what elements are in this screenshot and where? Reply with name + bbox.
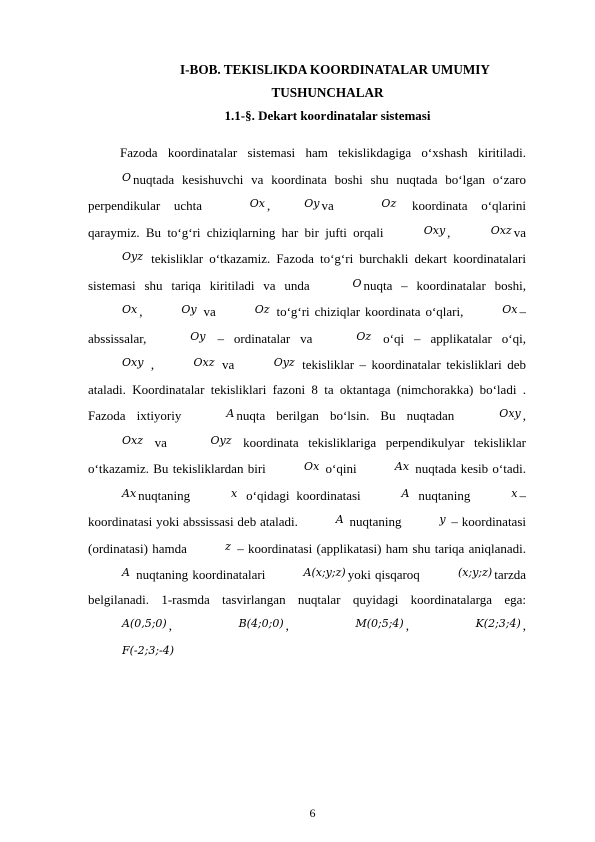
text-run: koordinata o‘qlarini qaraymiz. Bu to‘g‘ri chiziqlarning har bir jufti orqali — [88, 198, 526, 240]
math-expression: Oyz — [122, 250, 144, 263]
math-expression: Oxy — [499, 407, 521, 420]
text-run: va — [198, 304, 221, 319]
text-run: tekisliklar – koordinatalar tekisliklari deb ataladi. Koordinatalar tekisliklari fazoni 8 ta oktantaga (nimchorakka) bo‘ladi . Fazoda ixtiyoriy — [88, 357, 526, 423]
math-expression: O — [122, 170, 132, 184]
text-run: o‘qidagi koordinatasi — [239, 487, 368, 503]
text-run: , — [139, 304, 148, 319]
text-run: yoki qisqaroq — [347, 567, 425, 582]
text-run: nuqtada kesib o‘tadi. — [411, 461, 526, 476]
math-expression: K(2;3;4) — [475, 617, 521, 630]
math-expression: x — [231, 486, 238, 500]
math-expression: Ox — [502, 303, 518, 316]
math-expression: Oz — [381, 197, 397, 210]
text-run: – koordinatasi (applikatasi) ham shu tariqa aniqlanadi. — [232, 540, 526, 556]
math-expression: Ox — [122, 303, 138, 316]
math-expression: x — [511, 486, 518, 500]
text-run: nuqtaning — [138, 487, 198, 503]
math-expression: Ox — [304, 460, 320, 473]
text-run: tekisliklar o‘tkazamiz. Fazoda to‘g‘ri burchakli dekart koordinatalari sistemasi shu tariqa kiritiladi va unda — [88, 251, 526, 293]
math-expression: F(-2;3;-4) — [122, 643, 175, 657]
math-expression: y — [439, 513, 446, 526]
math-expression: Oxy — [423, 223, 446, 237]
math-expression: Oy — [304, 197, 320, 210]
math-expression: Oy — [190, 329, 206, 343]
math-expression: Oxz — [490, 223, 512, 237]
math-expression: A — [122, 566, 130, 579]
math-expression: Oxz — [193, 356, 215, 369]
section-title: 1.1-§. Dekart koordinatalar sistemasi — [224, 108, 431, 123]
math-expression: Ax — [122, 486, 137, 500]
math-expression: A — [335, 513, 344, 526]
math-expression: Oxy — [122, 356, 144, 369]
math-expression: Oy — [181, 303, 197, 316]
math-expression: z — [225, 539, 231, 553]
text-run: tarzda belgilanadi. 1-rasmda tasvirlangan nuqtalar quyidagi koordinatalarga ega: — [88, 567, 526, 607]
text-run: – koordinatasi yoki abssissasi deb ataladi. — [88, 487, 526, 529]
chapter-title-line-1: I-BOB. TEKISLIKDA KOORDINATALAR UMUMIY — [180, 62, 490, 77]
text-run: , — [168, 618, 205, 633]
text-run: o‘qi – applikatalar o‘qi, — [373, 330, 526, 346]
math-expression: Ax — [394, 460, 410, 473]
math-expression: A(x;y;z) — [303, 566, 346, 579]
text-run: – ordinatalar va — [207, 330, 323, 346]
text-run: nuqtaning — [345, 514, 406, 529]
math-expression: Oyz — [210, 433, 232, 447]
math-expression: Ox — [249, 197, 265, 210]
text-run: , — [145, 357, 160, 372]
text-run: , — [522, 408, 526, 423]
page-number: 6 — [309, 806, 316, 820]
math-expression: A — [401, 486, 410, 500]
paragraph — [88, 141, 526, 665]
text-run: va — [145, 434, 177, 450]
text-run: Fazoda koordinatalar sistemasi ham tekislikdagiga o‘xshash kiritiladi. — [120, 145, 526, 160]
text-run: nuqtada kesishuvchi va koordinata boshi shu nuqtada bo‘lgan o‘zaro perpendikular uchta — [88, 171, 526, 213]
text-run: – koordinatasi (ordinatasi) hamda — [88, 514, 526, 556]
math-expression: Oxz — [122, 433, 144, 447]
text-run: , — [266, 198, 271, 213]
math-expression: Oyz — [273, 356, 295, 369]
math-expression: (x;y;z) — [458, 566, 493, 579]
body-text — [88, 141, 526, 665]
math-expression: O — [352, 276, 362, 290]
text-run: va — [321, 198, 348, 213]
text-run: koordinata tekisliklariga perpendikulyar tekisliklar o‘tkazamiz. Bu tekisliklardan biri — [88, 434, 526, 476]
text-run: nuqtaning koordinatalari — [131, 567, 270, 582]
text-run: – abssissalar, — [88, 304, 526, 346]
text-run: nuqta berilgan bo‘lsin. Bu nuqtadan — [236, 408, 466, 423]
text-run: va — [513, 224, 526, 240]
chapter-title-line-2: TUSHUNCHALAR — [271, 85, 384, 100]
text-run: va — [216, 357, 240, 372]
math-expression: Oz — [356, 329, 372, 343]
text-run: o‘qini — [321, 461, 361, 476]
math-expression: A — [226, 407, 235, 420]
math-expression: B(4;0;0) — [238, 617, 284, 630]
text-run: , — [285, 618, 322, 633]
text-run: nuqta – koordinatalar boshi, — [363, 277, 526, 293]
math-expression: Oz — [254, 303, 270, 316]
text-run: nuqtaning — [411, 487, 478, 503]
text-run: , — [522, 618, 527, 633]
math-expression: M(0;5;4) — [355, 617, 404, 630]
math-expression: A(0,5;0) — [122, 617, 167, 630]
text-run: to‘g‘ri chiziqlar koordinata o‘qlari, — [271, 304, 469, 319]
text-run: , — [447, 224, 457, 240]
text-run: , — [405, 618, 442, 633]
